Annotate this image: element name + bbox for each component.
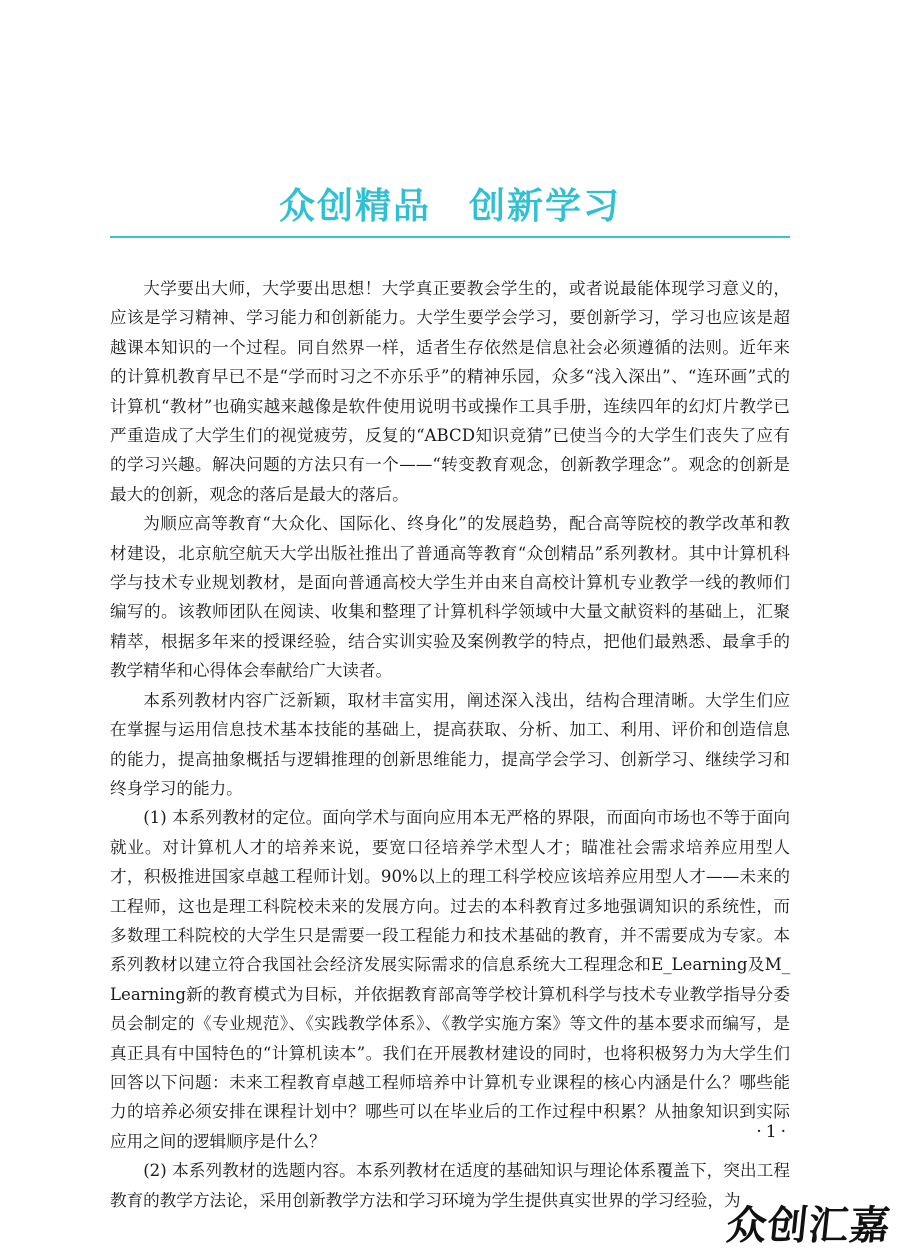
- body-text: [110, 274, 790, 1215]
- title-divider: [110, 236, 790, 238]
- page-number: ·1·: [756, 1122, 790, 1142]
- paragraph: (2) 本系列教材的选题内容。本系列教材在适度的基础知识与理论体系覆盖下，突出工程教育的教学方法论，采用创新教学方法和学习环境为学生提供真实世界的学习经验，为: [110, 1161, 790, 1210]
- watermark: 众创汇嘉: [724, 1203, 894, 1249]
- paragraph: (1) 本系列教材的定位。面向学术与面向应用本无严格的界限，而面向市场也不等于面向就业。对计算机人才的培养来说，要宽口径培养学术型人才；瞄准社会需求培养应用型人才，积极推进国家卓越工程师计划。90%以上的理工科学校应该培养应用型人才——未来的工程师，这也是理工科院校未来的发展方向。过去的本科教育过多地强调知识的系统性，而多数理工科院校的大学生只是需要一段工程能力和技术基础的教育，并不需要成为专家。本系列教材以建立符合我国社会经济发展实际需求的信息系统大工程理念和E_Learning及M_Learning新的教育模式为目标，并依据教育部高等学校计算机科学与技术专业教学指导分委员会制定的《专业规范》、《实践教学体系》、《教学实施方案》等文件的基本要求而编写，是真正具有中国特色的“计算机读本”。我们在开展教材建设的同时，也将积极努力为大学生们回答以下问题：未来工程教育卓越工程师培养中计算机专业课程的核心内涵是什么？哪些能力的培养必须安排在课程计划中？哪些可以在毕业后的工作过程中积累？从抽象知识到实际应用之间的逻辑顺序是什么？: [110, 808, 790, 1151]
- page-title: 众创精品 创新学习: [278, 186, 621, 227]
- paragraph: 为顺应高等教育“大众化、国际化、终身化”的发展趋势，配合高等院校的教学改革和教材建设，北京航空航天大学出版社推出了普通高等教育“众创精品”系列教材。其中计算机科学与技术专业规划教材，是面向普通高校大学生并由来自高校计算机专业教学一线的教师们编写的。该教师团队在阅读、收集和整理了计算机科学领域中大量文献资料的基础上，汇聚精萃，根据多年来的授课经验，结合实训实验及案例教学的特点，把他们最熟悉、最拿手的教学精华和心得体会奉献给广大读者。: [110, 514, 790, 681]
- paragraph: 本系列教材内容广泛新颖，取材丰富实用，阐述深入浅出，结构合理清晰。大学生们应在掌握与运用信息技术基本技能的基础上，提高获取、分析、加工、利用、评价和创造信息的能力，提高抽象概括与逻辑推理的创新思维能力，提高学会学习、创新学习、继续学习和终身学习的能力。: [110, 690, 790, 798]
- paragraph: 大学要出大师，大学要出思想！大学真正要教会学生的，或者说最能体现学习意义的，应该是学习精神、学习能力和创新能力。大学生要学会学习，要创新学习，学习也应该是超越课本知识的一个过程。同自然界一样，适者生存依然是信息社会必须遵循的法则。近年来的计算机教育早已不是“学而时习之不亦乐乎”的精神乐园，众多“浅入深出”、“连环画”式的计算机“教材”也确实越来越像是软件使用说明书或操作工具手册，连续四年的幻灯片教学已严重造成了大学生们的视觉疲劳，反复的“ABCD知识竞猜”已使当今的大学生们丧失了应有的学习兴趣。解决问题的方法只有一个——“转变教育观念，创新教学理念”。观念的创新是最大的创新，观念的落后是最大的落后。: [110, 279, 790, 504]
